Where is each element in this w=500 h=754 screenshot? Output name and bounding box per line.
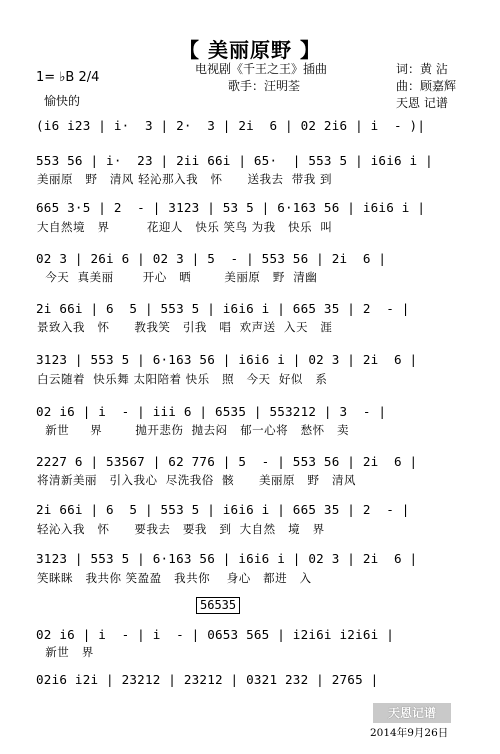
score-line-2: 553 56 | i· 23 | 2ii 66i | 65· | 553 5 | i6i6 i | — [36, 153, 433, 168]
score-line-11: 02 i6 | i - | i - | 0653 565 | i2i6i i2i6i | — [36, 627, 394, 642]
lyricist-credit: 词：黄 沾 — [396, 62, 448, 76]
score-line-9: 2i 66i | 6 5 | 553 5 | i6i6 i | 665 35 | 2 - | — [36, 502, 410, 517]
score-line-8: 2227 6 | 53567 | 62 776 | 5 - | 553 56 | 2i 6 | — [36, 454, 418, 469]
page-title: 【 美丽原野 】 — [179, 38, 321, 62]
score-line-10: 3123 | 553 5 | 6·163 56 | i6i6 i | 02 3 | 2i 6 | — [36, 551, 418, 566]
lyrics-line-6: 白云随着 快乐舞 太阳陪着 快乐 照 今天 好似 系 — [37, 372, 328, 386]
key-signature: 1= ♭B 2/4 — [36, 70, 100, 85]
lyrics-line-2: 美丽原 野 清风 轻沁那入我 怀 送我去 带我 到 — [37, 172, 332, 186]
lyrics-line-8: 将清新美丽 引入我心 尽洗我俗 骸 美丽原 野 清风 — [37, 473, 356, 487]
score-line-1: (i6 i23 | i· 3 | 2· 3 | 2i 6 | 02 2i6 | i - )| — [36, 118, 426, 133]
singer-credit: 歌手：汪明荃 — [228, 79, 301, 93]
lyrics-line-11: 新世 界 — [37, 645, 94, 659]
score-line-5: 2i 66i | 6 5 | 553 5 | i6i6 i | 665 35 | 2 - | — [36, 301, 410, 316]
lyrics-line-5: 景致入我 怀 教我笑 引我 唱 欢声送 入天 涯 — [37, 320, 333, 334]
composer-credit: 曲：顾嘉辉 — [396, 79, 457, 93]
lyrics-line-10: 笑眯眯 我共你 笑盈盈 我共你 身心 都进 入 — [37, 571, 312, 585]
transcription-date: 2014年9月26日 — [370, 727, 449, 739]
bracketed-phrase: 56535 — [196, 597, 240, 614]
score-line-4: 02 3 | 26i 6 | 02 3 | 5 - | 553 56 | 2i 6 | — [36, 251, 387, 266]
score-line-6: 3123 | 553 5 | 6·163 56 | i6i6 i | 02 3 | 2i 6 | — [36, 352, 418, 367]
watermark-stamp: 天恩记谱 — [373, 703, 451, 723]
tempo-marking: 愉快的 — [44, 94, 81, 108]
score-line-3: 665 3·5 | 2 - | 3123 | 53 5 | 6·163 56 | i6i6 i | — [36, 200, 426, 215]
lyrics-line-7: 新世 界 抛开悲伤 抛去闷 郁一心将 愁怀 卖 — [37, 423, 350, 437]
lyrics-line-3: 大自然境 界 花迎人 快乐 笑鸟 为我 快乐 叫 — [37, 220, 333, 234]
score-line-12: 02i6 i2i | 23212 | 23212 | 0321 232 | 2765 | — [36, 672, 379, 687]
transcriber-credit: 天恩 记谱 — [396, 96, 448, 110]
song-source: 电视剧《千王之王》插曲 — [195, 62, 328, 76]
lyrics-line-9: 轻沁入我 怀 要我去 要我 到 大自然 境 界 — [37, 522, 325, 536]
score-line-7: 02 i6 | i - | iii 6 | 6535 | 553212 | 3 - | — [36, 404, 387, 419]
lyrics-line-4: 今天 真美丽 开心 晒 美丽原 野 清幽 — [37, 270, 318, 284]
